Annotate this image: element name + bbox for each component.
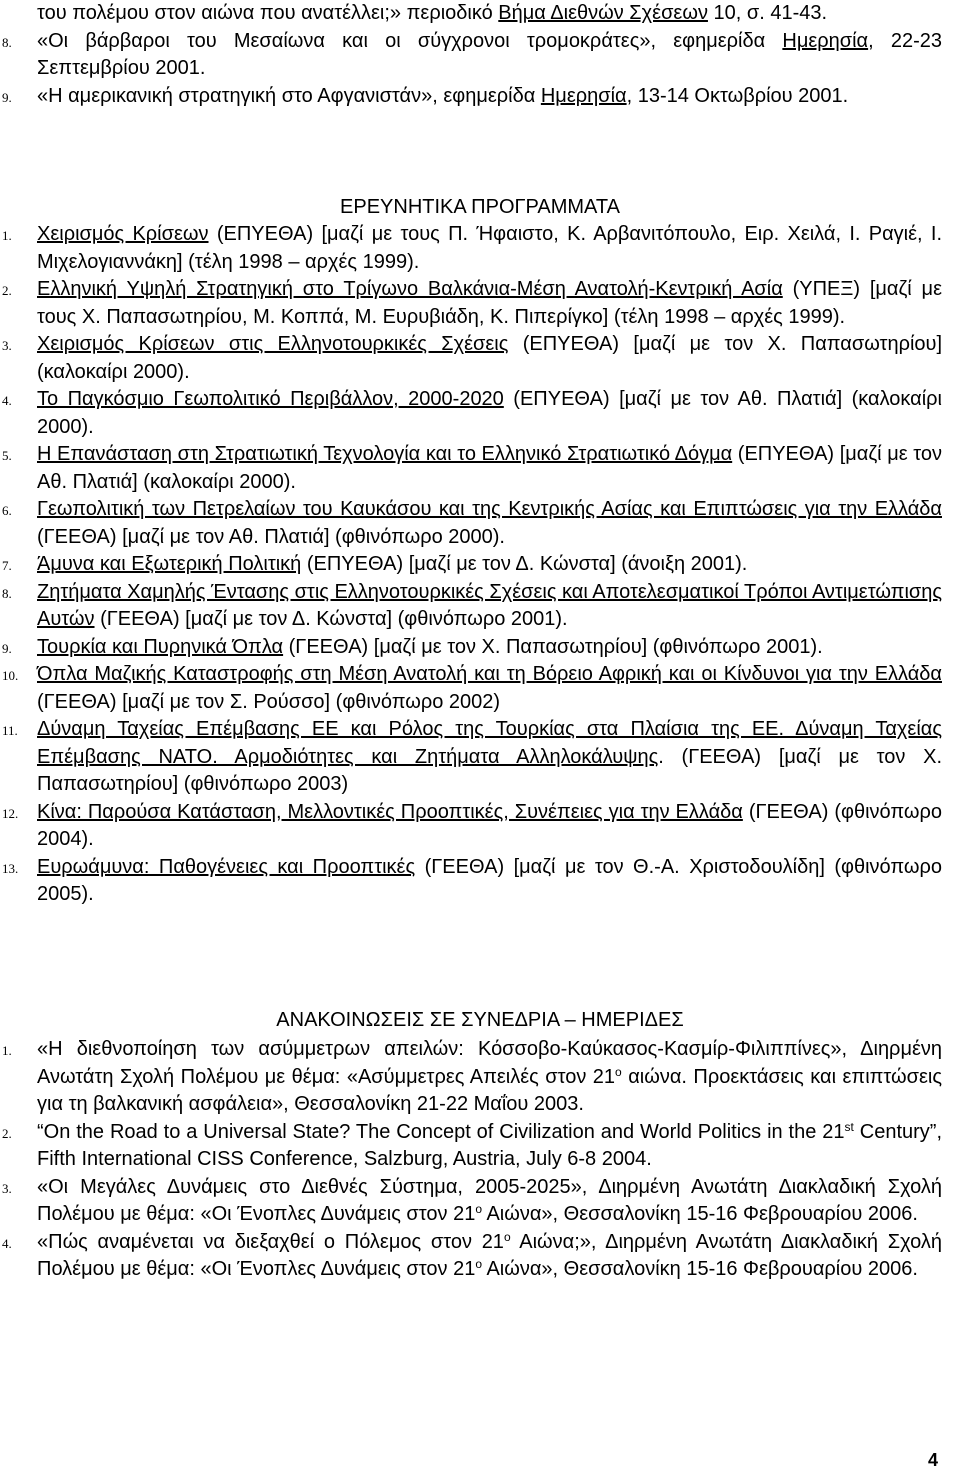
item-title: Δύναμη Ταχείας Επέμβασης ΕΕ και Ρόλος της Τουρκίας στα Πλαίσια της ΕΕ. Δύναμη Ταχείας Επέμβασης ΝΑΤΟ. Αρμοδιότητες και Ζητήματα Αλληλοκάλυψης	[37, 718, 942, 768]
item-number: 11.	[2, 723, 18, 738]
list-item	[0, 1174, 960, 1229]
item-title: Ελληνική Υψηλή Στρατηγική στο Τρίγωνο Βαλκάνια-Μέση Ανατολή-Κεντρική Ασία	[37, 278, 783, 300]
item-text: του πολέμου στον αιώνα που ανατέλλει;» περιοδικό	[37, 2, 499, 24]
item-number: 13.	[2, 860, 19, 876]
list-item	[0, 0, 960, 28]
item-title: Ημερησία	[540, 84, 627, 107]
item-number: 12.	[2, 805, 19, 821]
item-text: «Οι βάρβαροι του Μεσαίωνα και οι σύγχρονοι τρομοκράτες», εφημερίδα	[37, 29, 783, 52]
item-number: 4.	[2, 1235, 12, 1251]
item-number: 2.	[2, 283, 12, 298]
item-text: (ΕΠΥΕΘΑ) [μαζί με τον Αθ. Πλατιά] (καλοκαίρι 2000).	[37, 388, 942, 438]
research-projects-list	[0, 221, 960, 909]
research-heading: ΕΡΕΥΝΗΤΙΚΑ ΠΡΟΓΡΑΜΜΑΤΑ	[340, 196, 620, 218]
item-number: 5.	[2, 448, 12, 463]
conferences-list	[0, 1036, 960, 1284]
item-number: 9.	[2, 89, 12, 105]
item-number: 1.	[2, 1043, 12, 1058]
superscript: ο	[503, 1229, 511, 1244]
list-item	[0, 1119, 960, 1174]
item-text: , 22-23 Σεπτεμβρίου 2001.	[37, 29, 943, 79]
item-title: Ημερησία	[782, 29, 869, 52]
item-text: αιώνα. Προεκτάσεις και επιπτώσεις για τη βαλκανική ασφάλεια», Θεσσαλονίκη 21-22 Μαΐου 2003.	[37, 1065, 943, 1115]
list-item	[0, 221, 960, 276]
item-text: 10, σ. 41-43.	[707, 2, 828, 24]
item-title: Ευρωάμυνα: Παθογένειες και Προοπτικές	[37, 855, 416, 878]
superscript: ο	[615, 1064, 622, 1079]
list-item	[0, 716, 960, 799]
list-item	[0, 386, 960, 441]
item-text: Century”, Fifth International CISS Conference, Salzburg, Austria, July 6-8 2004.	[37, 1120, 942, 1170]
item-number: 8.	[2, 34, 12, 50]
item-title: Ζητήματα Χαμηλής Έντασης στις Ελληνοτουρκικές Σχέσεις και Αποτελεσματικοί Τρόποι Αντιμετώπισης Αυτών	[37, 580, 943, 630]
item-number: 7.	[2, 558, 12, 573]
item-text: (ΕΠΥΕΘΑ) [μαζί με τους Π. Ήφαιστο, Κ. Αρβανιτόπουλο, Ειρ. Χειλά, Ι. Ραγιέ, Ι. Μιχελογιαννάκη] (τέλη 1998 – αρχές 1999).	[37, 223, 943, 273]
list-item	[0, 441, 960, 496]
item-number: 1.	[2, 228, 12, 243]
item-text: (ΓΕΕΘΑ) [μαζί με τον Θ.-Α. Χριστοδουλίδη] (φθινόπωρο 2005).	[37, 855, 943, 905]
item-text: . (ΓΕΕΘΑ) [μαζί με τον Χ. Παπασωτηρίου] (φθινόπωρο 2003)	[37, 745, 943, 795]
superscript: st	[844, 1119, 854, 1134]
list-item	[0, 854, 960, 909]
superscript: ο	[475, 1257, 482, 1271]
item-text: (ΥΠΕΞ) [μαζί με τους Χ. Παπασωτηρίου, Μ. Κοππά, Μ. Ευρυβιάδη, Κ. Πιπερίγκο] (τέλη 1998 – αρχές 1999).	[37, 278, 942, 328]
item-number: 3.	[2, 338, 12, 353]
list-item	[0, 331, 960, 386]
item-text: (ΓΕΕΘΑ) [μαζί με τον Αθ. Πλατιά] (φθινόπωρο 2000).	[37, 525, 505, 548]
list-item	[0, 1036, 960, 1119]
item-title: Τουρκία και Πυρηνικά Όπλα	[37, 635, 284, 658]
item-title: Κίνα: Παρούσα Κατάσταση, Μελλοντικές Προοπτικές, Συνέπειες για την Ελλάδα	[37, 800, 743, 823]
list-item	[0, 634, 960, 662]
list-item	[0, 579, 960, 634]
list-item	[0, 28, 960, 83]
list-item	[0, 276, 960, 331]
item-text: «Οι Μεγάλες Δυνάμεις στο Διεθνές Σύστημα, 2005-2025», Διηρμένη Ανωτάτη Διακλαδική Σχολή Πολέμου με θέμα: «Οι Ένοπλες Δυνάμεις στον 21	[37, 1175, 942, 1225]
item-number: 6.	[2, 503, 12, 518]
item-text: , 13-14 Οκτωβρίου 2001.	[626, 84, 849, 107]
item-text: «Η διεθνοποίηση των ασύμμετρων απειλών: Κόσσοβο-Καύκασος-Κασμίρ-Φιλιππίνες», Διηρμένη Ανωτάτη Σχολή Πολέμου με θέμα: «Ασύμμετρες Απειλές στον 21	[37, 1038, 942, 1088]
item-text: (ΓΕΕΘΑ) [μαζί με τον Σ. Ρούσσο] (φθινόπωρο 2002)	[37, 690, 501, 713]
item-title: Γεωπολιτική των Πετρελαίων του Καυκάσου και της Κεντρικής Ασίας και Επιπτώσεις για την Ελλάδα	[37, 498, 942, 520]
item-number: 8.	[2, 585, 12, 601]
item-number: 3.	[2, 1180, 12, 1196]
item-title: Όπλα Μαζικής Καταστροφής στη Μέση Ανατολή και τη Βόρειο Αφρική και οι Κίνδυνοι για την Ελλάδα	[37, 663, 942, 685]
item-text: «Πώς αναμένεται να διεξαχθεί ο Πόλεμος στον 21	[37, 1230, 504, 1253]
list-item	[0, 661, 960, 716]
item-title: Χειρισμός Κρίσεων στις Ελληνοτουρκικές Σχέσεις	[37, 333, 509, 355]
item-title: Η Επανάσταση στη Στρατιωτική Τεχνολογία και το Ελληνικό Στρατιωτικό Δόγμα	[37, 443, 733, 465]
item-title: Χειρισμός Κρίσεων	[37, 223, 209, 245]
item-text: “On the Road to a Universal State? The Concept of Civilization and World Politics in the 21	[37, 1120, 845, 1143]
item-text: (ΕΠΥΕΘΑ) [μαζί με τον Χ. Παπασωτηρίου] (καλοκαίρι 2000).	[37, 333, 943, 383]
item-text: Αιώνα;», Διηρμένη Ανωτάτη Διακλαδική Σχολή Πολέμου με θέμα: «Οι Ένοπλες Δυνάμεις στον 21	[37, 1230, 942, 1280]
list-item	[0, 83, 960, 111]
item-text: (ΓΕΕΘΑ) (φθινόπωρο 2004).	[37, 800, 942, 850]
articles-list	[0, 0, 960, 110]
list-item	[0, 1229, 960, 1284]
item-text: (ΓΕΕΘΑ) [μαζί με τον Χ. Παπασωτηρίου] (φθινόπωρο 2001).	[283, 635, 823, 658]
item-text: (ΓΕΕΘΑ) [μαζί με τον Δ. Κώνστα] (φθινόπωρο 2001).	[94, 608, 568, 630]
conferences-heading: ΑΝΑΚΟΙΝΩΣΕΙΣ ΣΕ ΣΥΝΕΔΡΙΑ – ΗΜΕΡΙΔΕΣ	[276, 1009, 684, 1031]
item-title: Το Παγκόσμιο Γεωπολιτικό Περιβάλλον, 2000-2020	[37, 388, 504, 410]
item-text: (ΕΠΥΕΘΑ) [μαζί με τον Δ. Κώνστα] (άνοιξη 2001).	[301, 553, 748, 575]
page-number: 4	[927, 1450, 938, 1470]
item-number: 4.	[2, 393, 12, 408]
list-item	[0, 551, 960, 579]
item-text: Αιώνα», Θεσσαλονίκη 15-16 Φεβρουαρίου 2006.	[482, 1258, 918, 1280]
superscript: ο	[475, 1202, 482, 1216]
item-number: 2.	[2, 1125, 12, 1141]
item-text: «Η αμερικανική στρατηγική στο Αφγανιστάν», εφημερίδα	[37, 84, 541, 107]
list-item	[0, 799, 960, 854]
list-item	[0, 496, 960, 551]
item-number: 10.	[2, 668, 19, 683]
item-text: Αιώνα», Θεσσαλονίκη 15-16 Φεβρουαρίου 2006.	[482, 1203, 918, 1225]
item-title: Βήμα Διεθνών Σχέσεων	[498, 2, 708, 24]
item-text: (ΕΠΥΕΘΑ) [μαζί με τον Αθ. Πλατιά] (καλοκαίρι 2000).	[37, 443, 942, 493]
item-title: Άμυνα και Εξωτερική Πολιτική	[37, 553, 302, 575]
item-number: 9.	[2, 640, 12, 656]
